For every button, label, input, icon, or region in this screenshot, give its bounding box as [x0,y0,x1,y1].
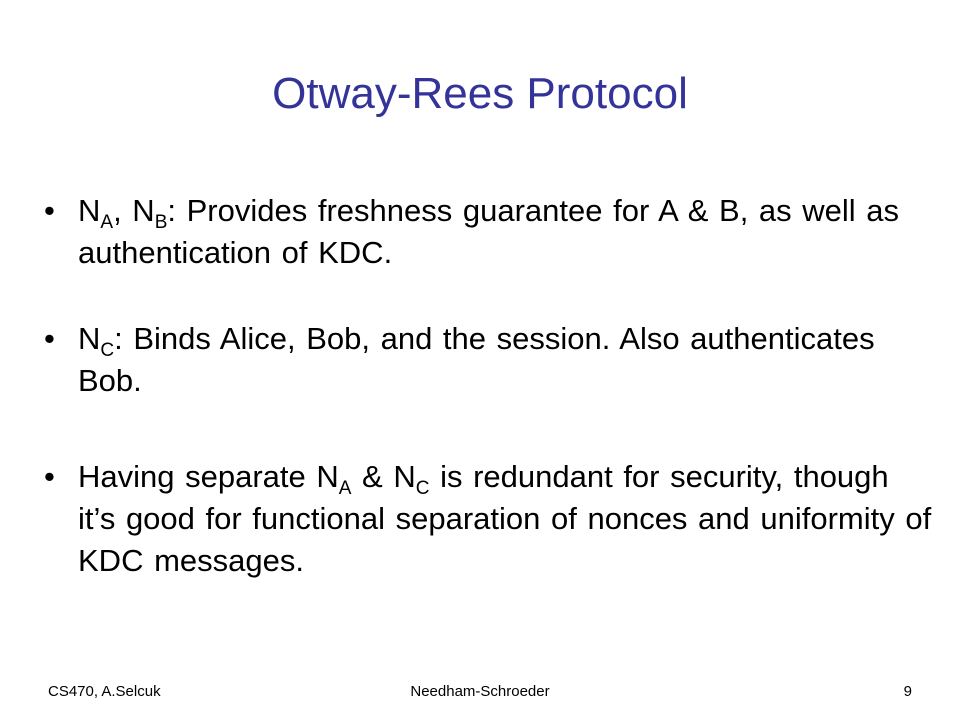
bullet-dot: • [44,459,55,494]
bullet-text-part: N [78,321,101,356]
bullet-text [78,318,934,402]
bullet-item-redundancy [44,456,934,582]
bullet-text [78,456,934,582]
bullet-text [78,190,934,274]
footer-page-number: 9 [903,683,912,700]
slide-title: Otway-Rees Protocol [272,69,688,118]
bullet-dot: • [44,321,55,356]
subscript: C [415,478,430,499]
bullet-item-nonces-ab [44,190,934,274]
bullet-text-part: : Provides freshness guarantee for A & B, as well as authentication of KDC. [78,193,900,270]
bullet-text-part: Having separate N [78,459,339,494]
bullet-text-part: is redundant for security, though it’s good for functional separation of nonces and uniformity of KDC messages. [78,459,932,578]
bullet-text-part: N [78,193,101,228]
bullet-item-nonce-c [44,318,934,402]
bullet-text-part: , N [113,193,155,228]
subscript: B [154,212,168,233]
subscript: A [100,212,114,233]
footer-topic: Needham-Schroeder [410,683,550,700]
subscript: C [100,340,115,361]
bullet-text-part: & N [351,459,416,494]
bullet-text-part: : Binds Alice, Bob, and the session. Also authenticates Bob. [78,321,875,398]
subscript: A [338,478,352,499]
footer-course-author: CS470, A.Selcuk [48,683,161,700]
bullet-dot: • [44,193,55,228]
